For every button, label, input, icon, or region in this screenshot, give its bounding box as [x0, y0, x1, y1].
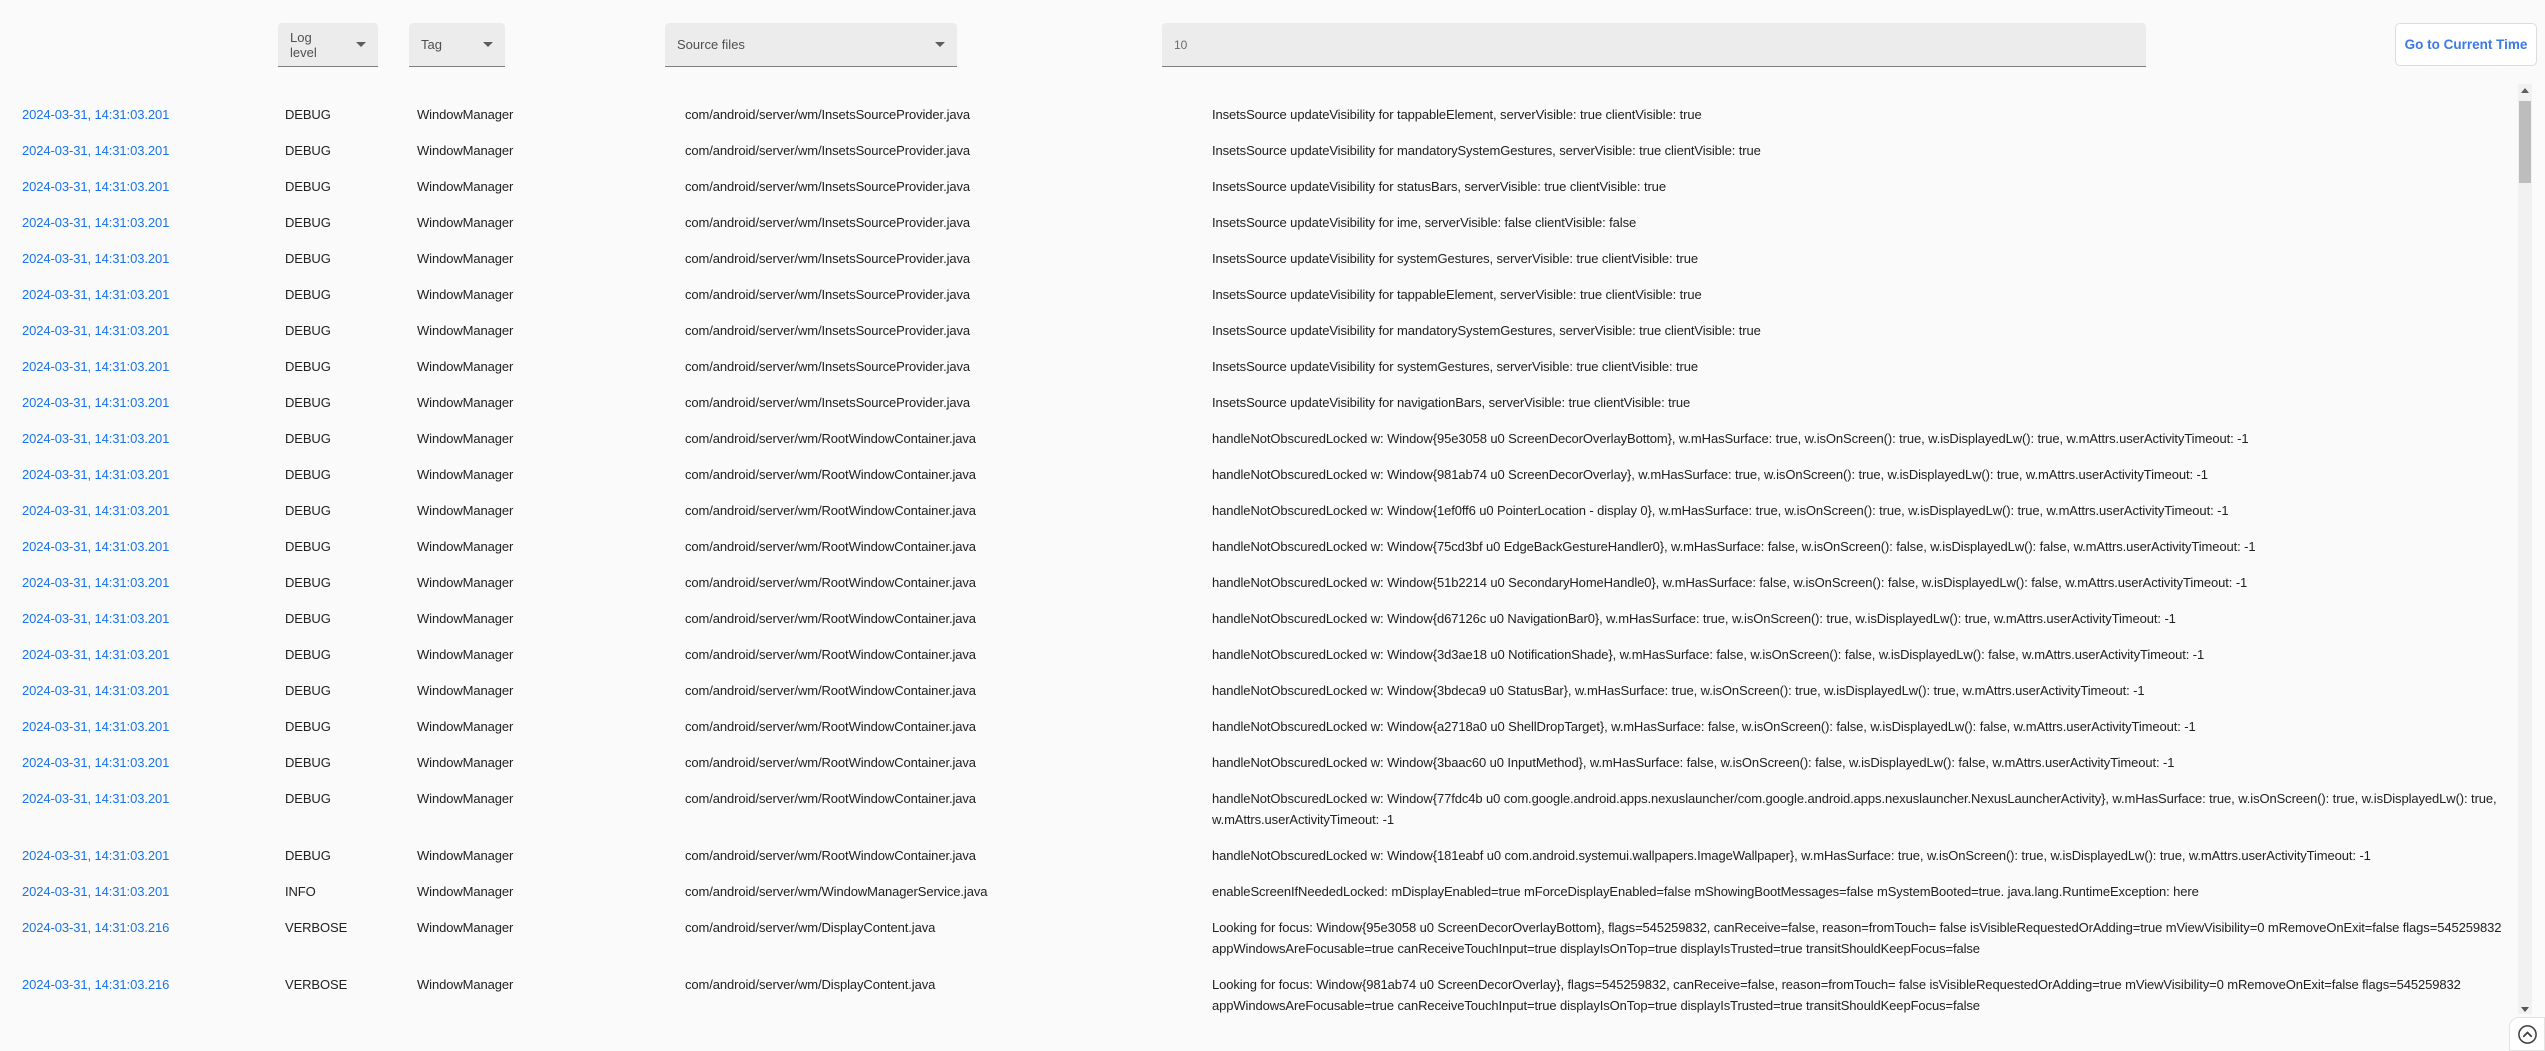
- log-level-select-label: Log level: [290, 29, 317, 60]
- log-source-file-cell: com/android/server/wm/InsetsSourceProvider.java: [685, 250, 971, 266]
- log-level-cell: DEBUG: [285, 178, 331, 194]
- log-timestamp-link[interactable]: 2024-03-31, 14:31:03.201: [22, 883, 170, 899]
- log-tag-cell: WindowManager: [417, 142, 514, 158]
- log-tag-cell: WindowManager: [417, 286, 514, 302]
- log-timestamp-link[interactable]: 2024-03-31, 14:31:03.201: [22, 214, 170, 230]
- log-level-cell: DEBUG: [285, 502, 331, 518]
- log-message-cell: handleNotObscuredLocked w: Window{981ab74 u0 ScreenDecorOverlay}, w.mHasSurface: true, w.isOnScreen(): true, w.isDisplayedLw(): true, w.mAttrs.userActivityTimeout: -1: [1212, 466, 2208, 482]
- log-message-cell: handleNotObscuredLocked w: Window{181eabf u0 com.android.systemui.wallpapers.ImageWallpaper}, w.mHasSurface: true, w.isOnScreen(): true, w.isDisplayedLw(): true, w.mAttrs.userActivityTimeout: -1: [1212, 847, 2371, 863]
- log-row: [0, 909, 2531, 966]
- log-message-cell: handleNotObscuredLocked w: Window{a2718a0 u0 ShellDropTarget}, w.mHasSurface: false, w.isOnScreen(): false, w.isDisplayedLw(): false, w.mAttrs.userActivityTimeout: -1: [1212, 718, 2196, 734]
- log-source-file-cell: com/android/server/wm/DisplayContent.java: [685, 976, 936, 992]
- source-files-select[interactable]: [665, 23, 957, 67]
- log-source-file-cell: com/android/server/wm/RootWindowContainer.java: [685, 790, 976, 806]
- log-tag-cell: WindowManager: [417, 322, 514, 338]
- log-level-cell: INFO: [285, 883, 316, 899]
- log-message-cell: InsetsSource updateVisibility for systemGestures, serverVisible: true clientVisible: true: [1212, 250, 1699, 266]
- log-tag-cell: WindowManager: [417, 358, 514, 374]
- log-source-file-cell: com/android/server/wm/InsetsSourceProvider.java: [685, 286, 971, 302]
- scrollbar-thumb[interactable]: [2519, 101, 2531, 183]
- log-message-cell: InsetsSource updateVisibility for ime, serverVisible: false clientVisible: false: [1212, 214, 1637, 230]
- log-source-file-cell: com/android/server/wm/RootWindowContainer.java: [685, 430, 976, 446]
- log-level-cell: DEBUG: [285, 718, 331, 734]
- log-tag-cell: WindowManager: [417, 682, 514, 698]
- log-level-cell: DEBUG: [285, 214, 331, 230]
- log-row: [0, 564, 2531, 600]
- log-tag-cell: WindowManager: [417, 919, 514, 935]
- log-timestamp-link[interactable]: 2024-03-31, 14:31:03.216: [22, 919, 170, 935]
- log-timestamp-link[interactable]: 2024-03-31, 14:31:03.201: [22, 502, 170, 518]
- log-row: [0, 456, 2531, 492]
- log-source-file-cell: com/android/server/wm/RootWindowContainer.java: [685, 754, 976, 770]
- log-tag-cell: WindowManager: [417, 610, 514, 626]
- log-message-cell: handleNotObscuredLocked w: Window{3baac60 u0 InputMethod}, w.mHasSurface: false, w.isOnScreen(): false, w.isDisplayedLw(): false, w.mAttrs.userActivityTimeout: -1: [1212, 754, 2175, 770]
- log-level-cell: DEBUG: [285, 322, 331, 338]
- log-level-cell: DEBUG: [285, 790, 331, 806]
- scroll-to-top-button[interactable]: [2509, 1017, 2545, 1051]
- log-source-file-cell: com/android/server/wm/InsetsSourceProvider.java: [685, 214, 971, 230]
- log-timestamp-link[interactable]: 2024-03-31, 14:31:03.201: [22, 754, 170, 770]
- log-message-cell: InsetsSource updateVisibility for tappableElement, serverVisible: true clientVisible: true: [1212, 286, 1702, 302]
- log-timestamp-link[interactable]: 2024-03-31, 14:31:03.216: [22, 976, 170, 992]
- log-source-file-cell: com/android/server/wm/InsetsSourceProvider.java: [685, 178, 971, 194]
- log-source-file-cell: com/android/server/wm/InsetsSourceProvider.java: [685, 106, 971, 122]
- log-tag-cell: WindowManager: [417, 574, 514, 590]
- log-timestamp-link[interactable]: 2024-03-31, 14:31:03.201: [22, 250, 170, 266]
- log-level-cell: VERBOSE: [285, 976, 348, 992]
- log-message-cell: handleNotObscuredLocked w: Window{77fdc4b u0 com.google.android.apps.nexuslauncher/com.google.android.apps.nexuslauncher.NexusLauncherActivity}, w.mHasSurface: true, w.isOnScreen(): true, w.isDisplayedLw(): true, w.mAttrs.userActivityTimeout: -1: [1212, 790, 2497, 827]
- log-level-select[interactable]: [278, 23, 378, 67]
- log-message-cell: InsetsSource updateVisibility for navigationBars, serverVisible: true clientVisible: true: [1212, 394, 1691, 410]
- log-timestamp-link[interactable]: 2024-03-31, 14:31:03.201: [22, 142, 170, 158]
- scroll-down-button[interactable]: [2518, 1007, 2532, 1012]
- log-row: [0, 132, 2531, 168]
- log-row: [0, 744, 2531, 780]
- log-source-file-cell: com/android/server/wm/RootWindowContainer.java: [685, 646, 976, 662]
- log-tag-cell: WindowManager: [417, 394, 514, 410]
- log-source-file-cell: com/android/server/wm/RootWindowContainer.java: [685, 574, 976, 590]
- log-source-file-cell: com/android/server/wm/InsetsSourceProvider.java: [685, 358, 971, 374]
- log-tag-cell: WindowManager: [417, 466, 514, 482]
- log-source-file-cell: com/android/server/wm/InsetsSourceProvider.java: [685, 394, 971, 410]
- log-timestamp-link[interactable]: 2024-03-31, 14:31:03.201: [22, 847, 170, 863]
- log-tag-cell: WindowManager: [417, 502, 514, 518]
- log-timestamp-link[interactable]: 2024-03-31, 14:31:03.201: [22, 538, 170, 554]
- log-level-cell: DEBUG: [285, 358, 331, 374]
- log-timestamp-link[interactable]: 2024-03-31, 14:31:03.201: [22, 718, 170, 734]
- chevron-down-icon: [483, 42, 493, 47]
- log-level-cell: DEBUG: [285, 646, 331, 662]
- source-files-select-label: Source files: [677, 37, 745, 52]
- log-source-file-cell: com/android/server/wm/RootWindowContainer.java: [685, 538, 976, 554]
- log-tag-cell: WindowManager: [417, 430, 514, 446]
- log-row: [0, 780, 2531, 837]
- log-row: [0, 492, 2531, 528]
- log-tag-cell: WindowManager: [417, 538, 514, 554]
- log-timestamp-link[interactable]: 2024-03-31, 14:31:03.201: [22, 466, 170, 482]
- log-level-cell: DEBUG: [285, 847, 331, 863]
- log-message-cell: handleNotObscuredLocked w: Window{3d3ae18 u0 NotificationShade}, w.mHasSurface: false, w.isOnScreen(): false, w.isDisplayedLw(): false, w.mAttrs.userActivityTimeout: -1: [1212, 646, 2205, 662]
- log-timestamp-link[interactable]: 2024-03-31, 14:31:03.201: [22, 646, 170, 662]
- log-message-cell: handleNotObscuredLocked w: Window{75cd3bf u0 EdgeBackGestureHandler0}, w.mHasSurface: false, w.isOnScreen(): false, w.isDisplayedLw(): false, w.mAttrs.userActivityTimeout: -1: [1212, 538, 2256, 554]
- log-level-cell: DEBUG: [285, 394, 331, 410]
- log-row: [0, 708, 2531, 744]
- log-source-file-cell: com/android/server/wm/RootWindowContainer.java: [685, 466, 976, 482]
- log-message-cell: handleNotObscuredLocked w: Window{51b2214 u0 SecondaryHomeHandle0}, w.mHasSurface: false, w.isOnScreen(): false, w.isDisplayedLw(): false, w.mAttrs.userActivityTimeout: -1: [1212, 574, 2248, 590]
- log-timestamp-link[interactable]: 2024-03-31, 14:31:03.201: [22, 682, 170, 698]
- log-tag-cell: WindowManager: [417, 106, 514, 122]
- log-message-cell: handleNotObscuredLocked w: Window{3bdeca9 u0 StatusBar}, w.mHasSurface: true, w.isOnScreen(): true, w.isDisplayedLw(): true, w.mAttrs.userActivityTimeout: -1: [1212, 682, 2145, 698]
- tag-select[interactable]: [409, 23, 505, 67]
- tag-select-label: Tag: [421, 37, 442, 52]
- log-timestamp-link[interactable]: 2024-03-31, 14:31:03.201: [22, 178, 170, 194]
- log-tag-cell: WindowManager: [417, 847, 514, 863]
- log-source-file-cell: com/android/server/wm/RootWindowContainer.java: [685, 847, 976, 863]
- scrollbar-gutter: [2532, 80, 2545, 1051]
- triangle-up-icon: [2521, 88, 2529, 93]
- log-tag-cell: WindowManager: [417, 250, 514, 266]
- log-row: [0, 276, 2531, 312]
- log-level-cell: DEBUG: [285, 430, 331, 446]
- log-tag-cell: WindowManager: [417, 646, 514, 662]
- log-timestamp-link[interactable]: 2024-03-31, 14:31:03.201: [22, 430, 170, 446]
- log-source-file-cell: com/android/server/wm/RootWindowContainer.java: [685, 610, 976, 626]
- log-message-cell: enableScreenIfNeededLocked: mDisplayEnabled=true mForceDisplayEnabled=false mShowingBootMessages=false mSystemBooted=true. java.lang.RuntimeException: here: [1212, 883, 2199, 899]
- chevron-up-circle-icon: [2517, 1024, 2538, 1045]
- log-tag-cell: WindowManager: [417, 790, 514, 806]
- filter-toolbar: [0, 0, 2545, 80]
- log-tag-cell: WindowManager: [417, 718, 514, 734]
- log-timestamp-link[interactable]: 2024-03-31, 14:31:03.201: [22, 574, 170, 590]
- log-table: [0, 96, 2531, 1023]
- log-tag-cell: WindowManager: [417, 883, 514, 899]
- log-row: [0, 384, 2531, 420]
- log-timestamp-link[interactable]: 2024-03-31, 14:31:03.201: [22, 106, 170, 122]
- log-level-cell: DEBUG: [285, 286, 331, 302]
- scrollbar[interactable]: [2518, 84, 2532, 1014]
- log-row: [0, 837, 2531, 873]
- log-level-cell: DEBUG: [285, 106, 331, 122]
- triangle-down-icon: [2521, 1007, 2529, 1012]
- log-level-cell: DEBUG: [285, 250, 331, 266]
- log-tag-cell: WindowManager: [417, 178, 514, 194]
- lines-input[interactable]: [1162, 23, 2146, 67]
- log-level-cell: DEBUG: [285, 574, 331, 590]
- log-tag-cell: WindowManager: [417, 976, 514, 992]
- log-message-cell: handleNotObscuredLocked w: Window{95e3058 u0 ScreenDecorOverlayBottom}, w.mHasSurface: true, w.isOnScreen(): true, w.isDisplayedLw(): true, w.mAttrs.userActivityTimeout: -1: [1212, 430, 2249, 446]
- log-row: [0, 528, 2531, 564]
- log-message-cell: InsetsSource updateVisibility for tappableElement, serverVisible: true clientVisible: true: [1212, 106, 1702, 122]
- log-message-cell: handleNotObscuredLocked w: Window{1ef0ff6 u0 PointerLocation - display 0}, w.mHasSurface: true, w.isOnScreen(): true, w.isDisplayedLw(): true, w.mAttrs.userActivityTimeout: -1: [1212, 502, 2229, 518]
- log-tag-cell: WindowManager: [417, 754, 514, 770]
- log-tag-cell: WindowManager: [417, 214, 514, 230]
- log-row: [0, 312, 2531, 348]
- log-timestamp-link[interactable]: 2024-03-31, 14:31:03.201: [22, 322, 170, 338]
- log-timestamp-link[interactable]: 2024-03-31, 14:31:03.201: [22, 286, 170, 302]
- log-row: [0, 204, 2531, 240]
- log-source-file-cell: com/android/server/wm/DisplayContent.java: [685, 919, 936, 935]
- scroll-up-button[interactable]: [2518, 88, 2532, 93]
- log-level-cell: DEBUG: [285, 538, 331, 554]
- log-level-cell: VERBOSE: [285, 919, 348, 935]
- log-message-cell: InsetsSource updateVisibility for statusBars, serverVisible: true clientVisible: true: [1212, 178, 1666, 194]
- log-message-cell: Looking for focus: Window{95e3058 u0 ScreenDecorOverlayBottom}, flags=545259832, canReceive=false, reason=fromTouch= false isVisibleRequestedOrAdding=true mViewVisibility=0 mRemoveOnExit=false flags=545259832 appWindowsAreFocusable=true canReceiveTouchInput=true displayIsOnTop=true displayIsTrusted=true transitShouldKeepFocus=false: [1212, 919, 2502, 956]
- log-source-file-cell: com/android/server/wm/WindowManagerService.java: [685, 883, 988, 899]
- log-row: [0, 168, 2531, 204]
- chevron-down-icon: [935, 42, 945, 47]
- log-row: [0, 96, 2531, 132]
- log-row: [0, 240, 2531, 276]
- log-source-file-cell: com/android/server/wm/InsetsSourceProvider.java: [685, 142, 971, 158]
- log-message-cell: InsetsSource updateVisibility for mandatorySystemGestures, serverVisible: true clientVisible: true: [1212, 142, 1761, 158]
- go-to-current-time-button[interactable]: Go to Current Time: [2395, 23, 2537, 66]
- log-row: [0, 420, 2531, 456]
- log-source-file-cell: com/android/server/wm/RootWindowContainer.java: [685, 682, 976, 698]
- log-level-cell: DEBUG: [285, 610, 331, 626]
- log-timestamp-link[interactable]: 2024-03-31, 14:31:03.201: [22, 394, 170, 410]
- log-source-file-cell: com/android/server/wm/RootWindowContainer.java: [685, 718, 976, 734]
- log-row: [0, 636, 2531, 672]
- log-timestamp-link[interactable]: 2024-03-31, 14:31:03.201: [22, 610, 170, 626]
- log-message-cell: handleNotObscuredLocked w: Window{d67126c u0 NavigationBar0}, w.mHasSurface: true, w.isOnScreen(): true, w.isDisplayedLw(): true, w.mAttrs.userActivityTimeout: -1: [1212, 610, 2176, 626]
- log-row: [0, 873, 2531, 909]
- log-row: [0, 348, 2531, 384]
- log-timestamp-link[interactable]: 2024-03-31, 14:31:03.201: [22, 358, 170, 374]
- log-message-cell: Looking for focus: Window{981ab74 u0 ScreenDecorOverlay}, flags=545259832, canReceive=false, reason=fromTouch= false isVisibleRequestedOrAdding=true mViewVisibility=0 mRemoveOnExit=false flags=545259832 appWindowsAreFocusable=true canReceiveTouchInput=true displayIsOnTop=true displayIsTrusted=true transitShouldKeepFocus=false: [1212, 976, 2461, 1013]
- log-level-cell: DEBUG: [285, 754, 331, 770]
- log-level-cell: DEBUG: [285, 466, 331, 482]
- chevron-down-icon: [356, 42, 366, 47]
- log-level-cell: DEBUG: [285, 142, 331, 158]
- log-source-file-cell: com/android/server/wm/RootWindowContainer.java: [685, 502, 976, 518]
- log-message-cell: InsetsSource updateVisibility for systemGestures, serverVisible: true clientVisible: true: [1212, 358, 1699, 374]
- log-level-cell: DEBUG: [285, 682, 331, 698]
- log-message-cell: InsetsSource updateVisibility for mandatorySystemGestures, serverVisible: true clientVisible: true: [1212, 322, 1761, 338]
- log-timestamp-link[interactable]: 2024-03-31, 14:31:03.201: [22, 790, 170, 806]
- log-row: [0, 600, 2531, 636]
- log-row: [0, 672, 2531, 708]
- log-source-file-cell: com/android/server/wm/InsetsSourceProvider.java: [685, 322, 971, 338]
- log-row: [0, 966, 2531, 1023]
